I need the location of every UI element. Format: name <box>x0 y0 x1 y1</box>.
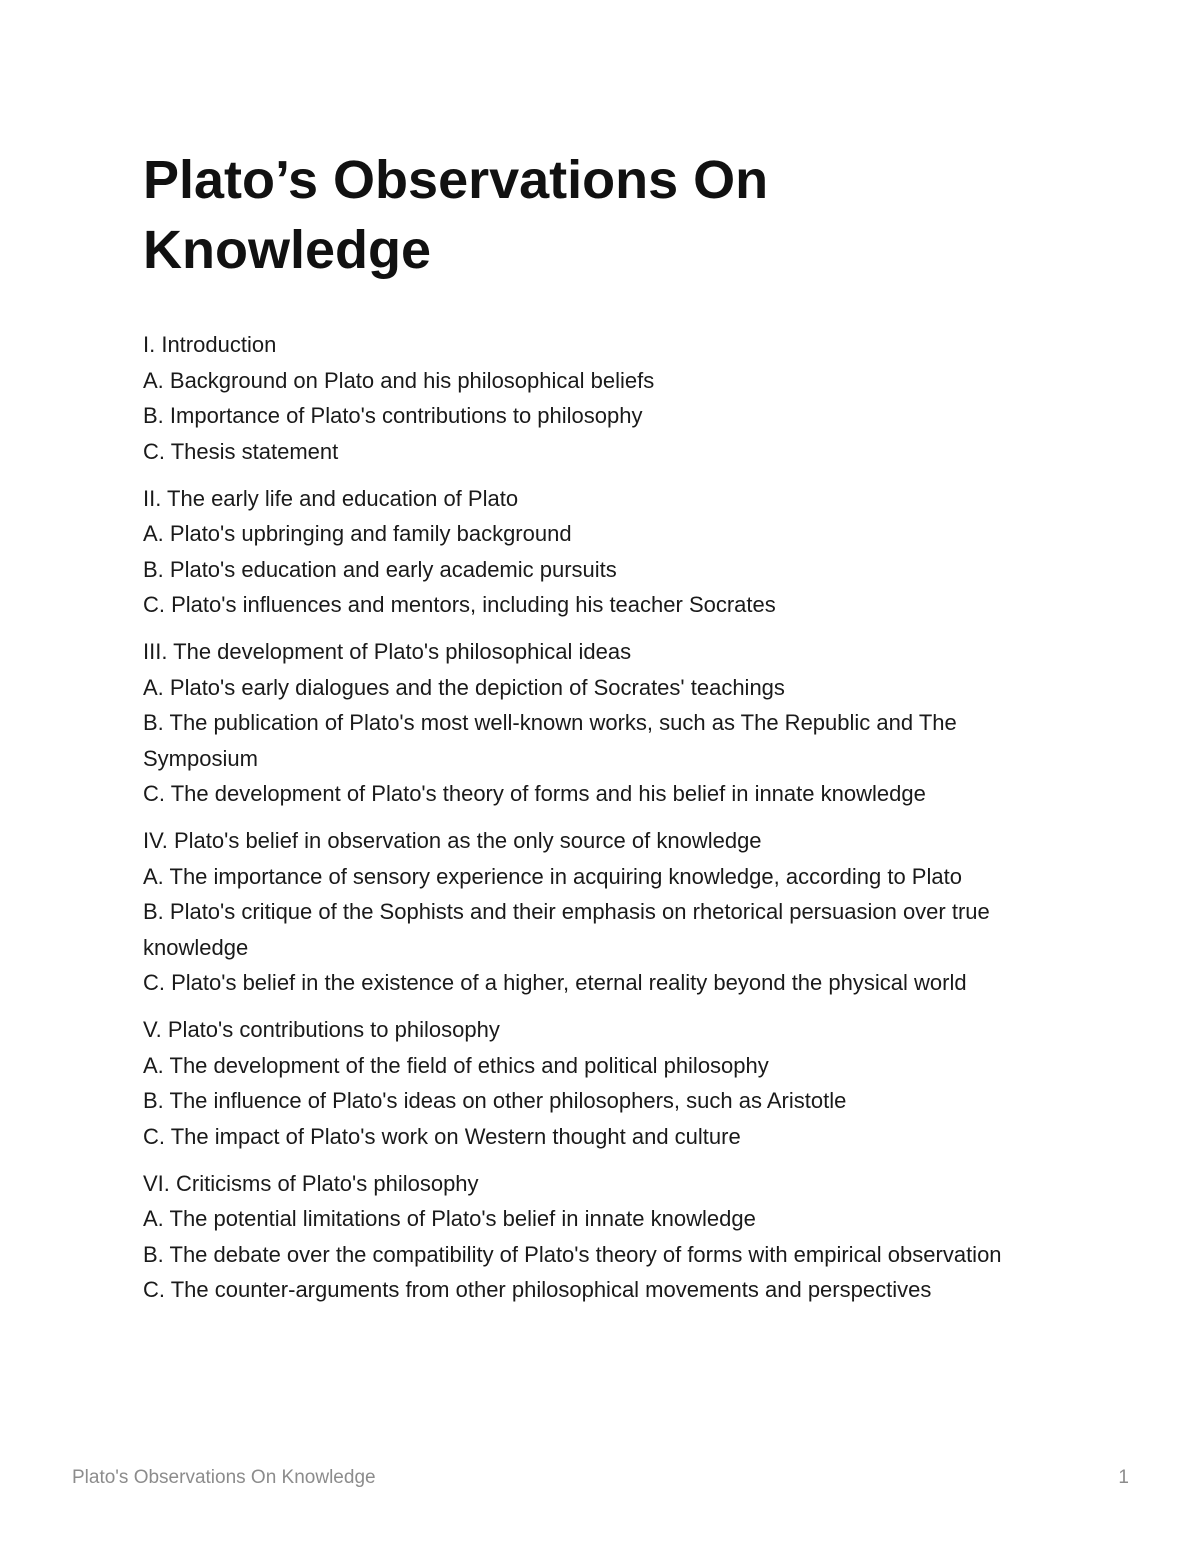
section-heading: IV. Plato's belief in observation as the only source of knowledge <box>143 828 762 853</box>
outline-item: B. Importance of Plato's contributions to philosophy <box>143 403 643 428</box>
section-heading: III. The development of Plato's philosophical ideas <box>143 639 632 664</box>
outline-section-criticisms <box>143 1166 1073 1308</box>
section-heading: VI. Criticisms of Plato's philosophy <box>143 1170 479 1196</box>
outline-item: A. The potential limitations of Plato's belief in innate knowledge <box>143 1206 756 1231</box>
outline-item: C. Plato's belief in the existence of a higher, eternal reality beyond the physical world <box>143 970 967 995</box>
page-title: Plato’s Observations On Knowledge <box>143 150 769 280</box>
outline-item: A. The development of the field of ethics and political philosophy <box>143 1052 769 1078</box>
outline-item: B. The debate over the compatibility of Plato's theory of forms with empirical observation <box>143 1241 1002 1267</box>
outline-item: A. Background on Plato and his philosophical beliefs <box>143 367 655 393</box>
section-heading: II. The early life and education of Plato <box>143 485 519 511</box>
outline-item: B. The publication of Plato's most well-known works, such as The Republic and The Symposium <box>143 710 957 771</box>
outline-item: C. The development of Plato's theory of forms and his belief in innate knowledge <box>143 781 926 806</box>
outline-item: B. Plato's critique of the Sophists and their emphasis on rhetorical persuasion over true knowledge <box>143 899 990 960</box>
outline-item: B. The influence of Plato's ideas on other philosophers, such as Aristotle <box>143 1088 847 1113</box>
outline-item: A. The importance of sensory experience in acquiring knowledge, according to Plato <box>143 863 962 889</box>
outline-item: C. The counter-arguments from other philosophical movements and perspectives <box>143 1277 932 1302</box>
outline-section-introduction <box>143 327 1073 469</box>
outline-item: C. The impact of Plato's work on Western thought and culture <box>143 1123 741 1149</box>
outline-item: A. Plato's early dialogues and the depiction of Socrates' teachings <box>143 674 785 700</box>
outline-section-observation <box>143 823 1073 1001</box>
outline-section-contributions <box>143 1012 1073 1154</box>
outline <box>143 327 1073 1319</box>
outline-item: C. Thesis statement <box>143 438 339 464</box>
footer-title: Plato's Observations On Knowledge <box>72 1467 376 1488</box>
outline-item: B. Plato's education and early academic pursuits <box>143 556 617 582</box>
outline-item: C. Plato's influences and mentors, including his teacher Socrates <box>143 592 776 617</box>
outline-item: A. Plato's upbringing and family background <box>143 521 572 546</box>
page-number: 1 <box>1118 1467 1129 1488</box>
section-heading: V. Plato's contributions to philosophy <box>143 1017 500 1042</box>
outline-section-early-life <box>143 481 1073 623</box>
outline-section-development <box>143 634 1073 812</box>
section-heading: I. Introduction <box>143 332 277 357</box>
